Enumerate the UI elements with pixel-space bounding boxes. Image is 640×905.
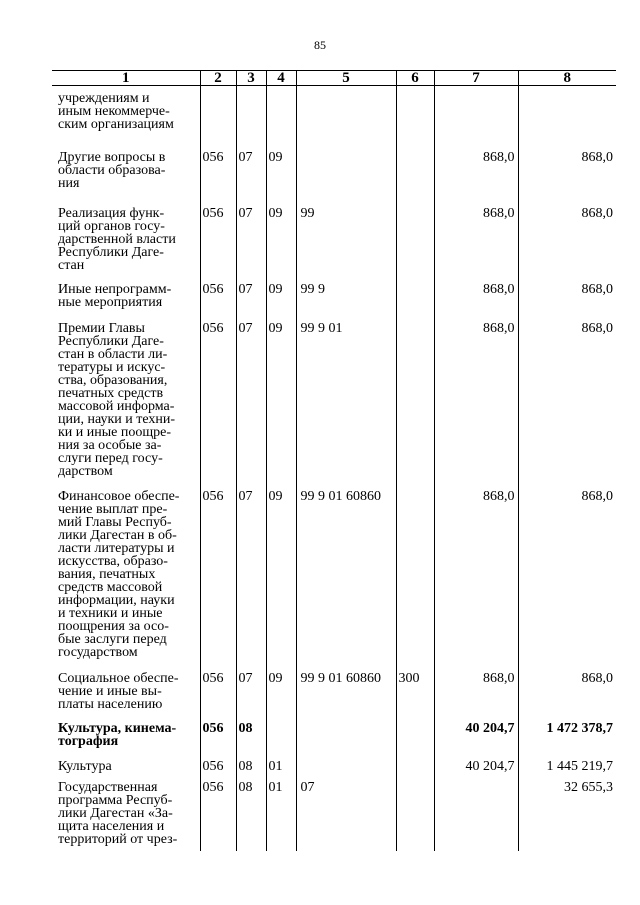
col2-cell: 056: [200, 755, 236, 781]
col2-cell: 056: [200, 667, 236, 717]
col3-cell: 08: [236, 781, 266, 851]
col4-cell: 09: [266, 317, 296, 485]
row-label: учреждениям и иным некоммерче- ским организациям: [52, 86, 200, 147]
col5-cell: 99: [296, 202, 396, 278]
col6-cell: [396, 755, 434, 781]
col3-cell: [236, 86, 266, 147]
col8-value: 32 655,3: [518, 781, 616, 851]
row-label: Культура: [52, 755, 200, 781]
col3-cell: 07: [236, 485, 266, 667]
col2-cell: 056: [200, 202, 236, 278]
col4-cell: 01: [266, 755, 296, 781]
table-row: [52, 202, 616, 278]
column-header-7: 7: [434, 71, 518, 86]
col3-cell: 08: [236, 717, 266, 755]
col4-cell: 09: [266, 667, 296, 717]
column-header-6: 6: [396, 71, 434, 86]
column-header-1: 1: [52, 71, 200, 86]
budget-table: [52, 70, 616, 851]
col4-cell: 09: [266, 146, 296, 202]
col2-cell: 056: [200, 781, 236, 851]
col3-cell: 07: [236, 667, 266, 717]
col3-cell: 07: [236, 278, 266, 317]
col7-value: 868,0: [434, 667, 518, 717]
col5-cell: 99 9 01: [296, 317, 396, 485]
col7-value: 40 204,7: [434, 717, 518, 755]
table-row: [52, 146, 616, 202]
table-row: [52, 717, 616, 755]
table-row: [52, 278, 616, 317]
col7-value: [434, 86, 518, 147]
col8-value: 868,0: [518, 202, 616, 278]
col2-cell: 056: [200, 717, 236, 755]
table-row: [52, 667, 616, 717]
row-label: Государственная программа Респуб- лики Дагестан «За- щита населения и территорий от чрез-: [52, 781, 200, 851]
col6-cell: [396, 146, 434, 202]
row-label: Социальное обеспе- чение и иные вы- платы населению: [52, 667, 200, 717]
column-header-4: 4: [266, 71, 296, 86]
col5-cell: 99 9 01 60860: [296, 485, 396, 667]
col6-cell: 300: [396, 667, 434, 717]
col7-value: 868,0: [434, 278, 518, 317]
row-label: Иные непрограмм- ные мероприятия: [52, 278, 200, 317]
col6-cell: [396, 781, 434, 851]
col7-value: [434, 781, 518, 851]
col4-cell: 09: [266, 485, 296, 667]
row-label: Реализация функ- ций органов госу- дарственной власти Республики Даге- стан: [52, 202, 200, 278]
table-body: [52, 86, 616, 852]
col8-value: 868,0: [518, 146, 616, 202]
column-header-5: 5: [296, 71, 396, 86]
col2-cell: 056: [200, 146, 236, 202]
col7-value: 868,0: [434, 317, 518, 485]
col4-cell: 09: [266, 202, 296, 278]
col2-cell: [200, 86, 236, 147]
table-row: [52, 317, 616, 485]
col6-cell: [396, 202, 434, 278]
col8-value: 1 472 378,7: [518, 717, 616, 755]
col7-value: 868,0: [434, 202, 518, 278]
col6-cell: [396, 278, 434, 317]
col5-cell: 07: [296, 781, 396, 851]
col2-cell: 056: [200, 317, 236, 485]
row-label: Премии Главы Республики Даге- стан в области ли- тературы и искус- ства, образования, печатных средств массовой информа- ции, науки и техни- ки и иные поощре- ния за особые за- слуги перед госу- дарством: [52, 317, 200, 485]
col6-cell: [396, 485, 434, 667]
col2-cell: 056: [200, 278, 236, 317]
col8-value: 868,0: [518, 317, 616, 485]
col5-cell: [296, 86, 396, 147]
row-label: Другие вопросы в области образова- ния: [52, 146, 200, 202]
col5-cell: 99 9: [296, 278, 396, 317]
col4-cell: [266, 86, 296, 147]
column-header-8: 8: [518, 71, 616, 86]
col7-value: 868,0: [434, 485, 518, 667]
col8-value: 868,0: [518, 667, 616, 717]
col8-value: [518, 86, 616, 147]
row-label: Культура, кинема- тография: [52, 717, 200, 755]
col3-cell: 07: [236, 202, 266, 278]
table-row: [52, 781, 616, 851]
col7-value: 40 204,7: [434, 755, 518, 781]
table-row: [52, 755, 616, 781]
table-header-row: [52, 71, 616, 86]
col8-value: 1 445 219,7: [518, 755, 616, 781]
col2-cell: 056: [200, 485, 236, 667]
col4-cell: [266, 717, 296, 755]
col3-cell: 07: [236, 317, 266, 485]
col5-cell: 99 9 01 60860: [296, 667, 396, 717]
table-row: [52, 485, 616, 667]
table-row: [52, 86, 616, 147]
col8-value: 868,0: [518, 278, 616, 317]
col4-cell: 01: [266, 781, 296, 851]
col6-cell: [396, 717, 434, 755]
col3-cell: 07: [236, 146, 266, 202]
column-header-2: 2: [200, 71, 236, 86]
col5-cell: [296, 717, 396, 755]
row-label: Финансовое обеспе- чение выплат пре- мий Главы Респуб- лики Дагестан в об- ласти литературы и искусства, образо- вания, печатных средств массовой информации, науки и техники и иные поощрения за осо- бые заслуги перед государством: [52, 485, 200, 667]
col7-value: 868,0: [434, 146, 518, 202]
col5-cell: [296, 146, 396, 202]
col6-cell: [396, 86, 434, 147]
page-number: 85: [314, 38, 326, 52]
col3-cell: 08: [236, 755, 266, 781]
column-header-3: 3: [236, 71, 266, 86]
col8-value: 868,0: [518, 485, 616, 667]
col5-cell: [296, 755, 396, 781]
col4-cell: 09: [266, 278, 296, 317]
col6-cell: [396, 317, 434, 485]
